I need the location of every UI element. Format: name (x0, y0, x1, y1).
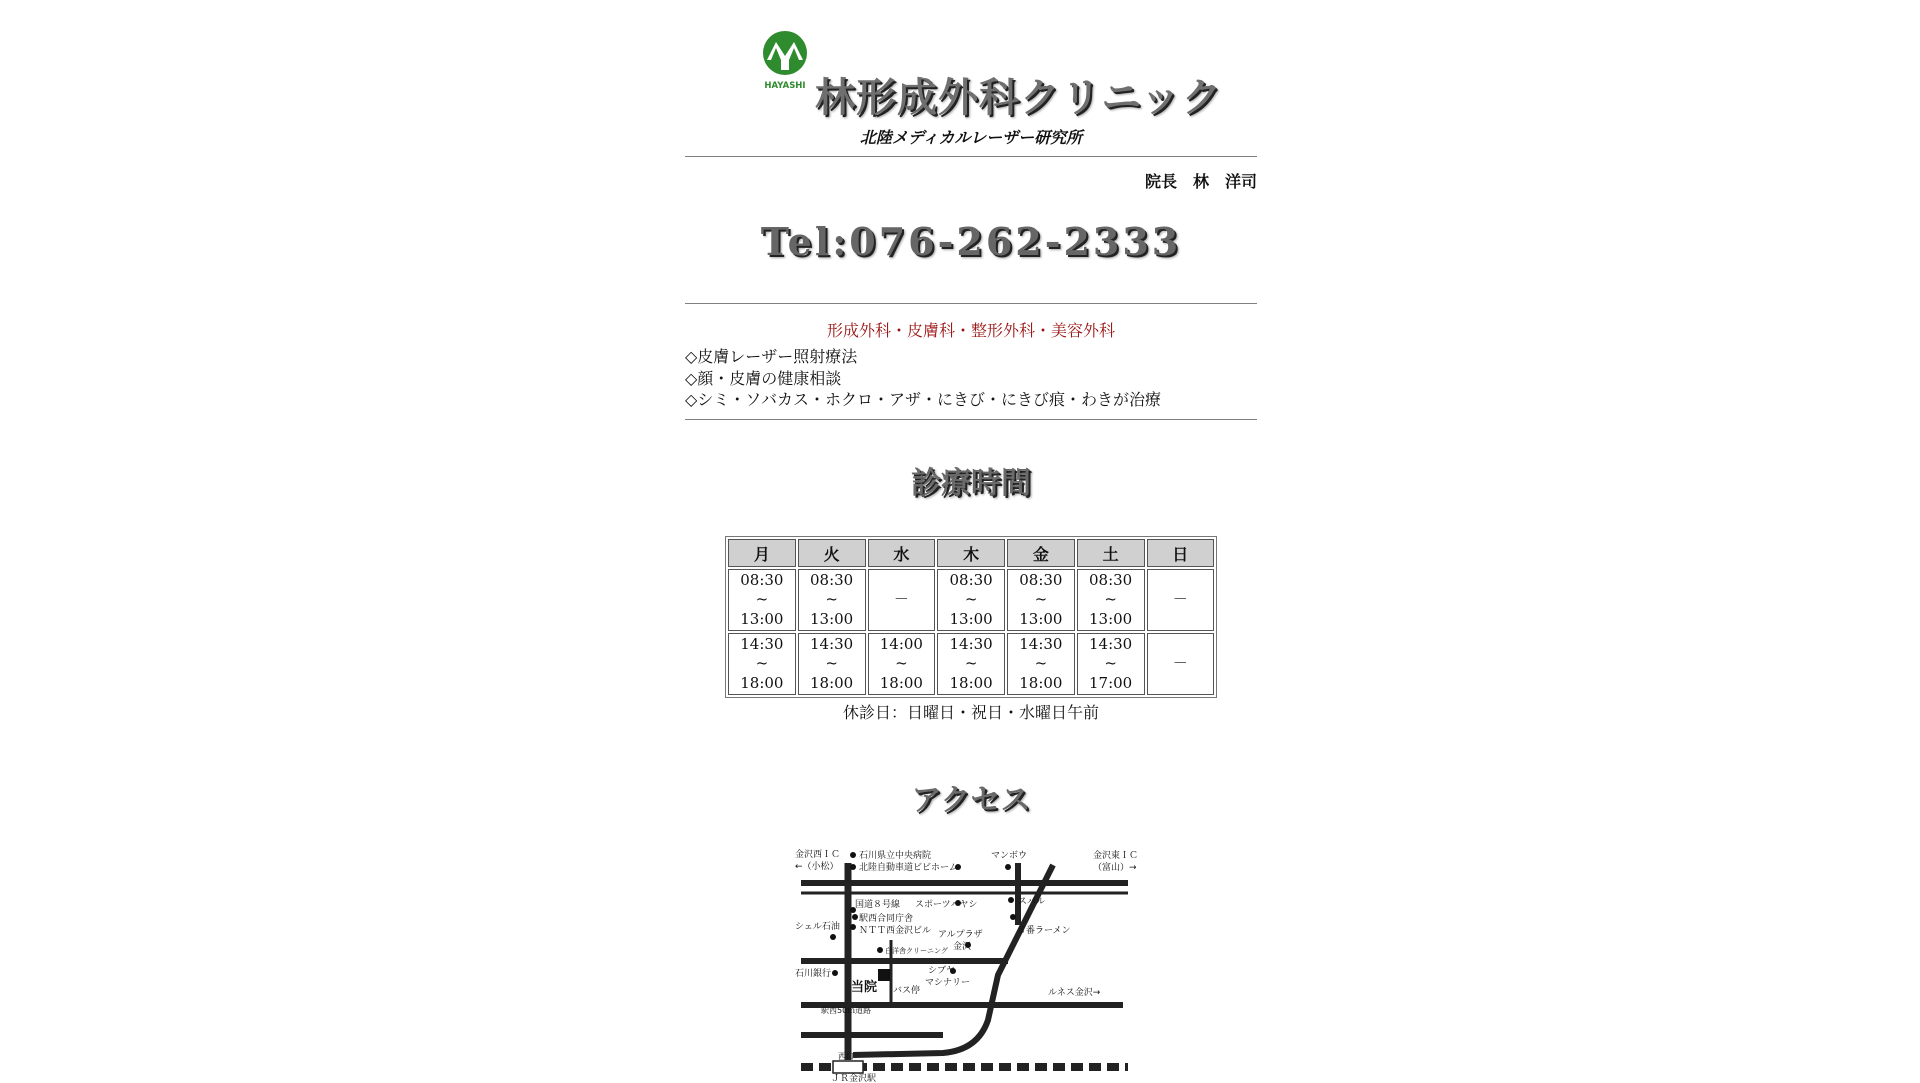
map-label: ８番ラーメン (1017, 926, 1071, 936)
hours-cell: 08:30 ~ 13:00 (728, 569, 796, 631)
clinic-subtitle: 北陸メディカルレーザー研究所 (859, 128, 1083, 147)
map-label: マンボウ (991, 851, 1028, 861)
map-label: シブヤ (928, 966, 956, 976)
day-header: 火 (798, 539, 866, 567)
clinic-marker (878, 969, 890, 981)
map-label: 西口 (838, 1052, 854, 1061)
morning-row (728, 569, 1214, 631)
hours-cell: － (1147, 633, 1215, 695)
map-label: 白洋舎クリーニング (885, 947, 948, 955)
hours-cell: 08:30 ~ 13:00 (937, 569, 1005, 631)
map-label: バス停 (893, 986, 921, 996)
logo-text: HAYASHI (764, 81, 806, 91)
map-label: ビビホーム (913, 863, 959, 873)
phone-number: Tel:076-262-2333 (760, 219, 1182, 264)
map-label: シェル石油 (795, 922, 840, 932)
service-item: ◇シミ・ソバカス・ホクロ・アザ・にきび・にきび痕・わきが治療 (685, 390, 1161, 409)
divider (685, 156, 1257, 157)
service-item: ◇顔・皮膚の健康相談 (685, 368, 842, 388)
map-label: ←（小松） (795, 862, 839, 872)
map-label: ＮＴＴ西金沢ビル (859, 926, 932, 936)
house-tree-icon (757, 30, 813, 92)
clinic-logo (757, 30, 813, 92)
hours-cell: 14:30 ~ 18:00 (728, 633, 796, 695)
station-building (833, 1061, 863, 1073)
map-label: 金沢西ＩＣ (795, 850, 841, 860)
map-label: 北陸自動車道 (859, 863, 914, 873)
afternoon-row (728, 633, 1214, 695)
day-header: 木 (937, 539, 1005, 567)
access-heading: アクセス (911, 783, 1031, 818)
schedule-table (725, 536, 1217, 698)
hours-cell: 14:30 ~ 18:00 (937, 633, 1005, 695)
clinic-name: 林形成外科クリニック (815, 74, 1223, 121)
director-name: 院長 林 洋司 (1144, 172, 1257, 191)
map-label: （富山）→ (1093, 863, 1137, 873)
map-label: 駅西合同庁舎 (859, 914, 914, 924)
hours-cell: － (1147, 569, 1215, 631)
map-label: マシナリー (925, 978, 971, 988)
hours-cell: 08:30 ~ 13:00 (798, 569, 866, 631)
day-header: 日 (1147, 539, 1215, 567)
clinic-map-label: 当院 (851, 980, 878, 995)
hours-cell: 14:30 ~ 18:00 (1007, 633, 1075, 695)
map-label: アルプラザ (938, 930, 983, 940)
hours-cell: 14:30 ~ 18:00 (798, 633, 866, 695)
day-header: 水 (868, 539, 936, 567)
day-header: 土 (1077, 539, 1145, 567)
day-header: 月 (728, 539, 796, 567)
closed-days: 休診日：日曜日・祝日・水曜日午前 (842, 703, 1099, 722)
day-header: 金 (1007, 539, 1075, 567)
divider (685, 419, 1257, 420)
map-label: スバル (1018, 897, 1046, 907)
hours-cell: 14:00 ~ 18:00 (868, 633, 936, 695)
access-map (793, 845, 1161, 1083)
hours-cell: 08:30 ~ 13:00 (1007, 569, 1075, 631)
hours-cell: 14:30 ~ 17:00 (1077, 633, 1145, 695)
map-label: 金沢 (953, 942, 972, 952)
hours-cell: － (868, 569, 936, 631)
divider (685, 303, 1257, 304)
map-label: スポーツハヤシ (915, 900, 978, 910)
service-item: ◇皮膚レーザー照射療法 (685, 347, 858, 366)
map-label: 駅西50ｍ道路 (821, 1006, 872, 1015)
map-label: 石川銀行 (795, 969, 832, 979)
map-label: ルネス金沢→ (1048, 988, 1101, 998)
map-label: 国道８号線 (855, 900, 901, 910)
services-list (685, 346, 1161, 411)
map-label: 石川県立中央病院 (859, 851, 932, 861)
departments-list: 形成外科・皮膚科・整形外科・美容外科 (826, 321, 1115, 340)
page (685, 0, 1257, 1083)
hours-heading: 診療時間 (911, 466, 1031, 501)
map-label: ＪＲ金沢駅 (831, 1074, 877, 1083)
hours-cell: 08:30 ~ 13:00 (1077, 569, 1145, 631)
schedule-header-row (728, 539, 1214, 567)
map-label: 金沢東ＩＣ (1093, 851, 1139, 861)
